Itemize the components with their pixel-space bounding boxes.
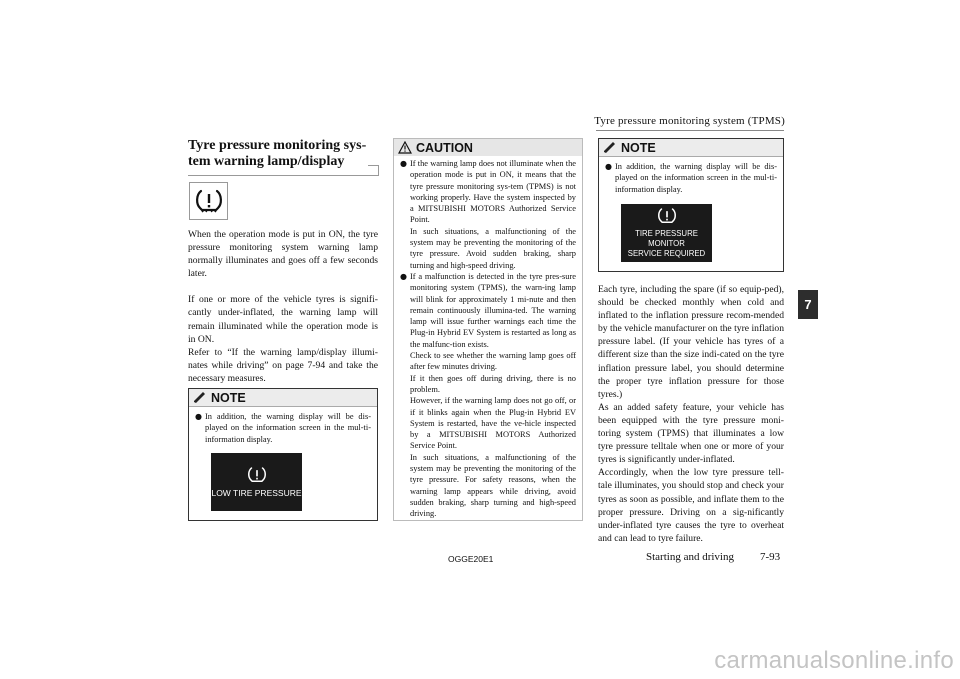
note-bullet — [195, 411, 371, 445]
tpms-service-display — [621, 204, 712, 262]
caution-bullet-2-check: Check to see whether the warning lamp goes off after few minutes driving. — [410, 351, 576, 372]
caution-bullet-2-however: However, if the warning lamp does not go off, or if it blinks again when the Plug-in Hybrid EV System is restarted, have the ve-hicle inspected by a MITSUBISHI MOTORS Authorized Service Point. — [410, 396, 576, 451]
note-body — [189, 407, 377, 445]
left-text — [188, 228, 378, 385]
section-title-line1: Tyre pressure monitoring sys- — [188, 138, 367, 153]
header-rule — [596, 130, 784, 131]
footer-section-name: Starting and driving — [646, 551, 734, 563]
note-label: NOTE — [621, 140, 656, 155]
display-text-line2: SERVICE REQUIRED — [627, 249, 706, 258]
bullet-icon: ● — [400, 159, 407, 168]
note-box-left — [188, 388, 378, 521]
caution-label: CAUTION — [416, 140, 473, 155]
low-tire-pressure-display — [211, 453, 302, 511]
running-header: Tyre pressure monitoring system (TPMS) — [594, 115, 785, 127]
section-title-line2: tem warning lamp/display — [188, 154, 345, 169]
caution-bullet-1-extra: In such situations, a malfunctioning of the system may be preventing the monitoring of the tyre pressure. Avoid sudden braking, sharp turning and high-speed driving. — [410, 226, 576, 270]
note-text: In addition, the warning display will be dis-played on the information screen in the mul-ti-information display. — [205, 412, 371, 444]
tpms-warning-icon — [189, 182, 228, 220]
right-para-1: Each tyre, including the spare (if so equip-ped), should be checked monthly when cold and inflated to the inflation pressure recom-mended by the vehicle manufacturer on the tyre inflation pressure label. (If your vehicle has tyres of a different size than the size indi-cated on the tyre inflation pressure label, you should determine the proper tyre inflation pressure for those tyres.) — [598, 284, 784, 400]
left-para-2: If one or more of the vehicle tyres is signifi-cantly under-inflated, the warning lamp will remain illuminated while the operation mode is in ON. — [188, 294, 378, 345]
section-title — [188, 138, 378, 170]
document-code: OGGE20E1 — [448, 554, 494, 564]
bullet-icon: ● — [195, 412, 202, 421]
watermark-link[interactable]: carmanualsonline.info — [714, 647, 954, 674]
page-number: 7-93 — [760, 551, 781, 563]
note-box-right — [598, 138, 784, 272]
display-text-line1: TIRE PRESSURE MONITOR — [635, 229, 698, 248]
pencil-icon — [603, 142, 617, 154]
note-label: NOTE — [211, 390, 246, 405]
left-para-1: When the operation mode is put in ON, the tyre pressure monitoring system warning lamp normally illuminates and goes off a few seconds later. — [188, 229, 378, 280]
tpms-warning-icon — [246, 466, 268, 484]
chapter-tab: 7 — [798, 290, 818, 319]
tpms-warning-icon — [656, 207, 678, 225]
title-rule — [188, 175, 378, 176]
warning-triangle-icon — [398, 141, 412, 154]
right-para-2: As an added safety feature, your vehicle has been equipped with the tyre pressure moni-toring system (TPMS) that illuminates a low tyre pressure telltale when one or more of your tyres is significantly under-inflated. — [598, 401, 784, 466]
note-header — [599, 139, 783, 157]
title-corner — [368, 165, 379, 176]
note-header — [189, 389, 377, 407]
caution-bullet-2-ok: If it then goes off during driving, there is no problem. — [410, 373, 576, 394]
pencil-icon — [193, 392, 207, 404]
caution-bullet-2-safety: In such situations, a malfunctioning of the system may be preventing the monitoring of the tyre pressure. For safety reasons, when the warning lamp appears while driving, avoid sudden braking, sharp turning and high-speed driving. — [410, 452, 576, 519]
left-para-3: Refer to “If the warning lamp/display illumi-nates while driving” on page 7-94 and take the necessary measures. — [188, 346, 378, 384]
caution-box — [393, 138, 583, 521]
caution-bullet-2-text: If a malfunction is detected in the tyre pres-sure monitoring system (TPMS), the warn-ing lamp will blink for approximately 1 mi-nute and then remain continuously illumina-ted. The warning lamp will issue further warnings each time the Plug-in Hybrid EV System is restarted as long as the malfunc-tion exists. — [410, 271, 576, 349]
note-text: In addition, the warning display will be dis-played on the information screen in the mul-ti-information display. — [615, 162, 777, 194]
note-bullet — [605, 161, 777, 195]
caution-header — [394, 139, 582, 156]
bullet-icon: ● — [400, 271, 407, 281]
caution-bullet-1 — [400, 158, 576, 271]
caution-bullet-2 — [400, 271, 576, 520]
bullet-icon: ● — [605, 162, 612, 171]
caution-bullet-1-text: If the warning lamp does not illuminate when the operation mode is put in ON, it means that the tyre pressure monitoring sys-tem (TPMS) is not working properly. Have the system inspected by a MITSUBISHI MOTORS Authorized Service Point. — [410, 159, 576, 225]
right-text — [598, 283, 784, 545]
caution-body — [394, 156, 582, 520]
right-para-3: Accordingly, when the low tyre pressure tell-tale illuminates, you should stop and check your tyres as soon as possible, and inflate them to the proper pressure. Driving on a sig-nificantly under-inflated tyre causes the tyre to overheat and can lead to tyre failure. — [598, 467, 784, 544]
note-body — [599, 157, 783, 195]
display-text: LOW TIRE PRESSURE — [211, 488, 302, 498]
tpms-warning-icon-graphic — [194, 188, 224, 214]
